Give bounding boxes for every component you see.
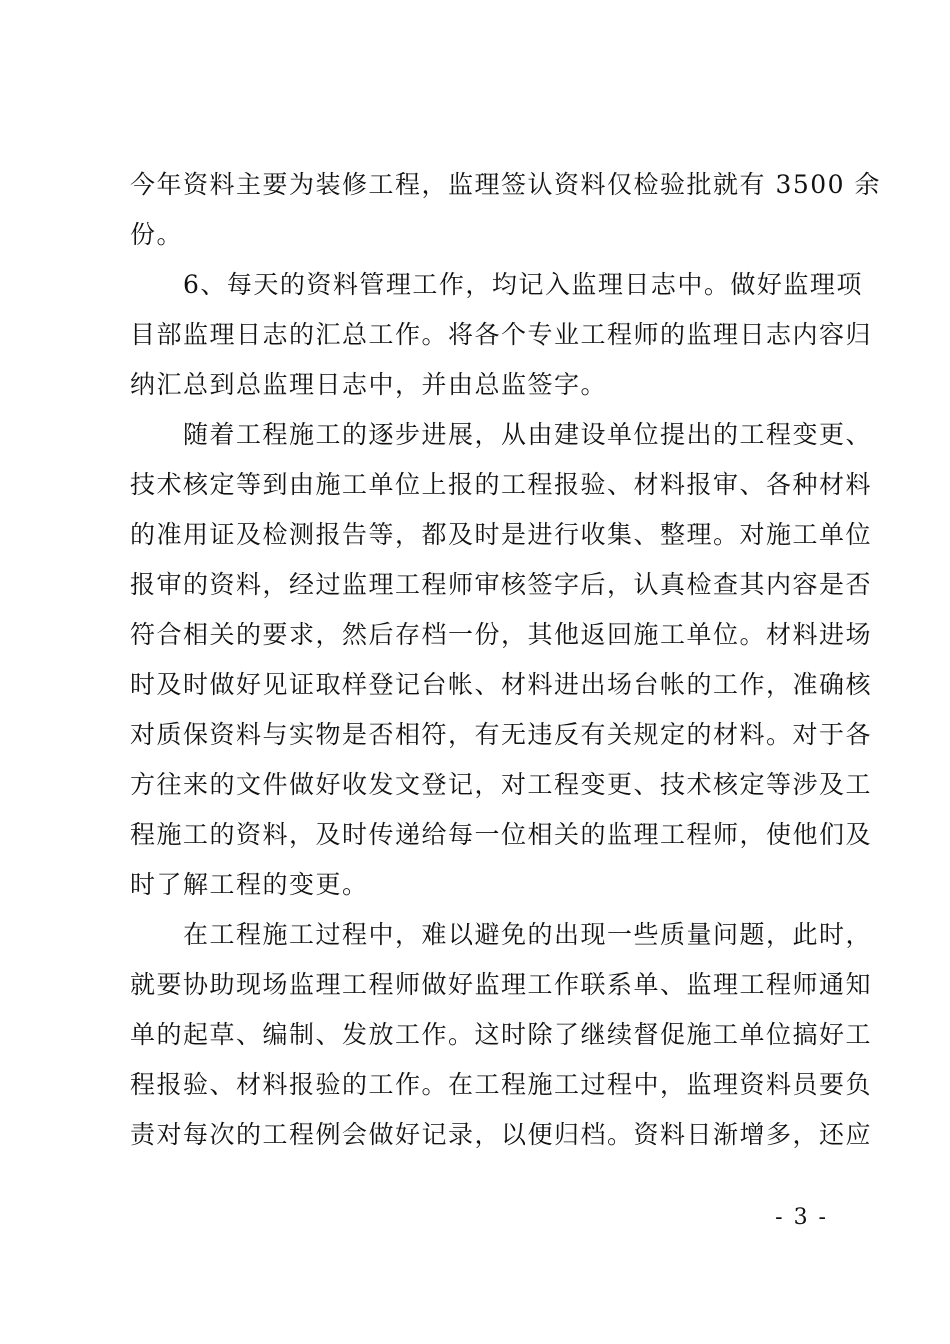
text-line: 符合相关的要求，然后存档一份，其他返回施工单位。材料进场 bbox=[130, 620, 873, 649]
page-number: - 3 - bbox=[775, 1205, 828, 1230]
text-line: 6、每天的资料管理工作，均记入监理日志中。做好监理项 bbox=[130, 270, 863, 299]
text-line: 方往来的文件做好收发文登记，对工程变更、技术核定等涉及工 bbox=[130, 770, 873, 799]
text-line: 程施工的资料，及时传递给每一位相关的监理工程师，使他们及 bbox=[130, 820, 873, 849]
text-line: 技术核定等到由施工单位上报的工程报验、材料报审、各种材料 bbox=[130, 470, 873, 499]
text-line: 就要协助现场监理工程师做好监理工作联系单、监理工程师通知 bbox=[130, 970, 873, 999]
text-line: 在工程施工过程中，难以避免的出现一些质量问题，此时， bbox=[130, 920, 873, 949]
text-line: 时了解工程的变更。 bbox=[130, 870, 369, 899]
text-line: 今年资料主要为装修工程，监理签认资料仅检验批就有 3500 余 bbox=[130, 170, 882, 199]
text-line: 对质保资料与实物是否相符，有无违反有关规定的材料。对于各 bbox=[130, 720, 873, 749]
text-line: 目部监理日志的汇总工作。将各个专业工程师的监理日志内容归 bbox=[130, 320, 873, 349]
body-text bbox=[130, 160, 882, 1160]
text-line: 随着工程施工的逐步进展，从由建设单位提出的工程变更、 bbox=[130, 420, 873, 449]
text-line: 责对每次的工程例会做好记录，以便归档。资料日渐增多，还应 bbox=[130, 1120, 873, 1149]
text-line: 程报验、材料报验的工作。在工程施工过程中，监理资料员要负 bbox=[130, 1070, 873, 1099]
text-line: 纳汇总到总监理日志中，并由总监签字。 bbox=[130, 370, 608, 399]
text-line: 时及时做好见证取样登记台帐、材料进出场台帐的工作，准确核 bbox=[130, 670, 873, 699]
text-line: 报审的资料，经过监理工程师审核签字后，认真检查其内容是否 bbox=[130, 570, 873, 599]
text-line: 份。 bbox=[130, 220, 184, 249]
text-line: 单的起草、编制、发放工作。这时除了继续督促施工单位搞好工 bbox=[130, 1020, 873, 1049]
text-line: 的准用证及检测报告等，都及时是进行收集、整理。对施工单位 bbox=[130, 520, 873, 549]
